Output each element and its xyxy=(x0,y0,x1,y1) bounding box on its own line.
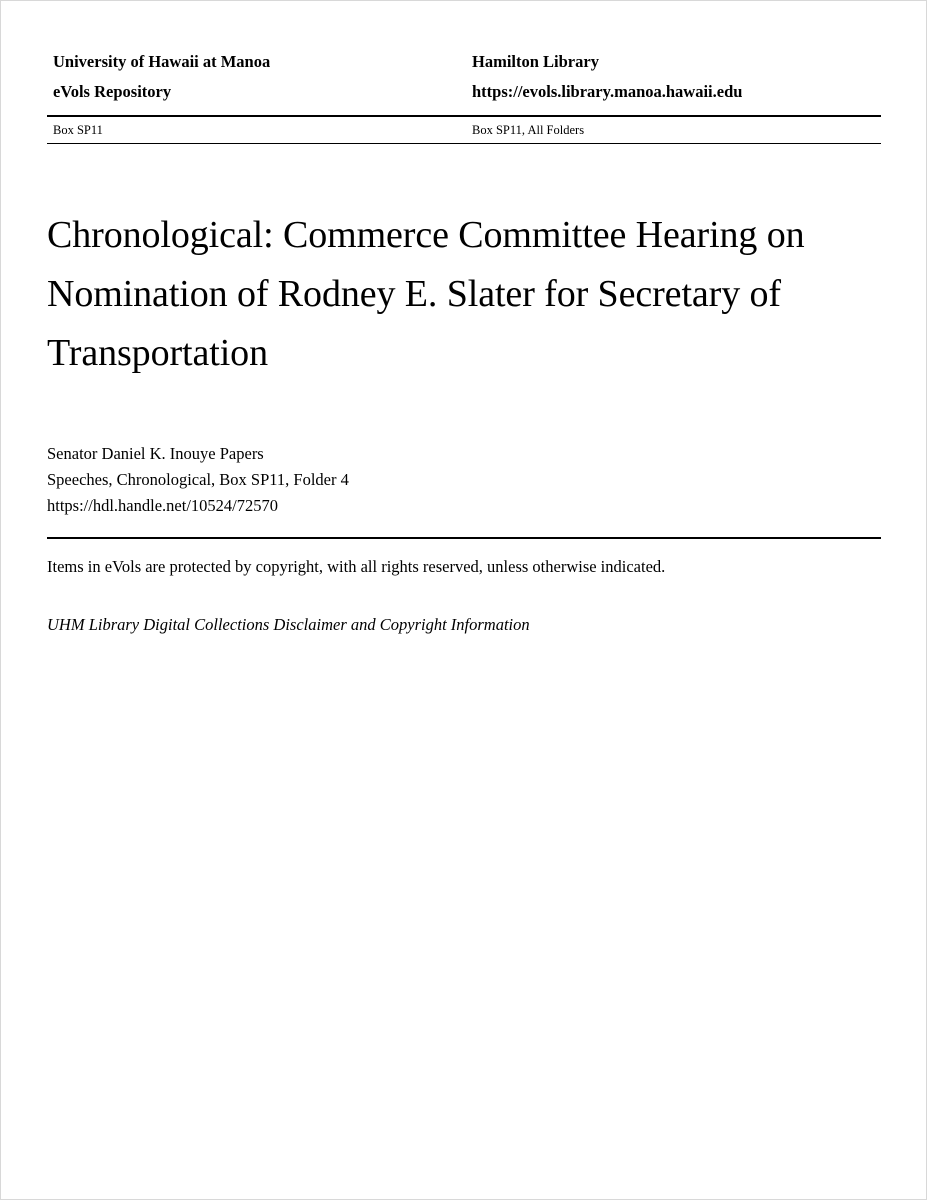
rights-divider xyxy=(47,537,881,539)
collection-name: Senator Daniel K. Inouye Papers xyxy=(47,444,264,463)
library-name: Hamilton Library xyxy=(472,52,599,71)
document-header xyxy=(47,1,881,144)
page-title: Chronological: Commerce Committee Hearing on Nomination of Rodney E. Slater for Secretary of Transportation xyxy=(47,214,805,374)
header-divider-bottom xyxy=(47,143,881,144)
institution-name: University of Hawaii at Manoa xyxy=(53,52,271,71)
box-label: Box SP11 xyxy=(53,123,103,137)
rights-statement: Items in eVols are protected by copyright, with all rights reserved, unless otherwise indicated. xyxy=(47,557,666,576)
header-row-secondary xyxy=(47,77,881,107)
document-content xyxy=(47,1,881,637)
repository-name: eVols Repository xyxy=(53,82,172,101)
disclaimer-link[interactable]: UHM Library Digital Collections Disclaimer and Copyright Information xyxy=(47,615,530,634)
box-scope: Box SP11, All Folders xyxy=(472,123,585,137)
handle-url[interactable]: https://hdl.handle.net/10524/72570 xyxy=(47,496,278,515)
series-name: Speeches, Chronological, Box SP11, Folder 4 xyxy=(47,470,349,489)
citation-block xyxy=(47,441,881,519)
header-row-primary xyxy=(47,47,881,77)
header-row-box xyxy=(47,117,881,143)
repository-url[interactable]: https://evols.library.manoa.hawaii.edu xyxy=(472,82,743,101)
